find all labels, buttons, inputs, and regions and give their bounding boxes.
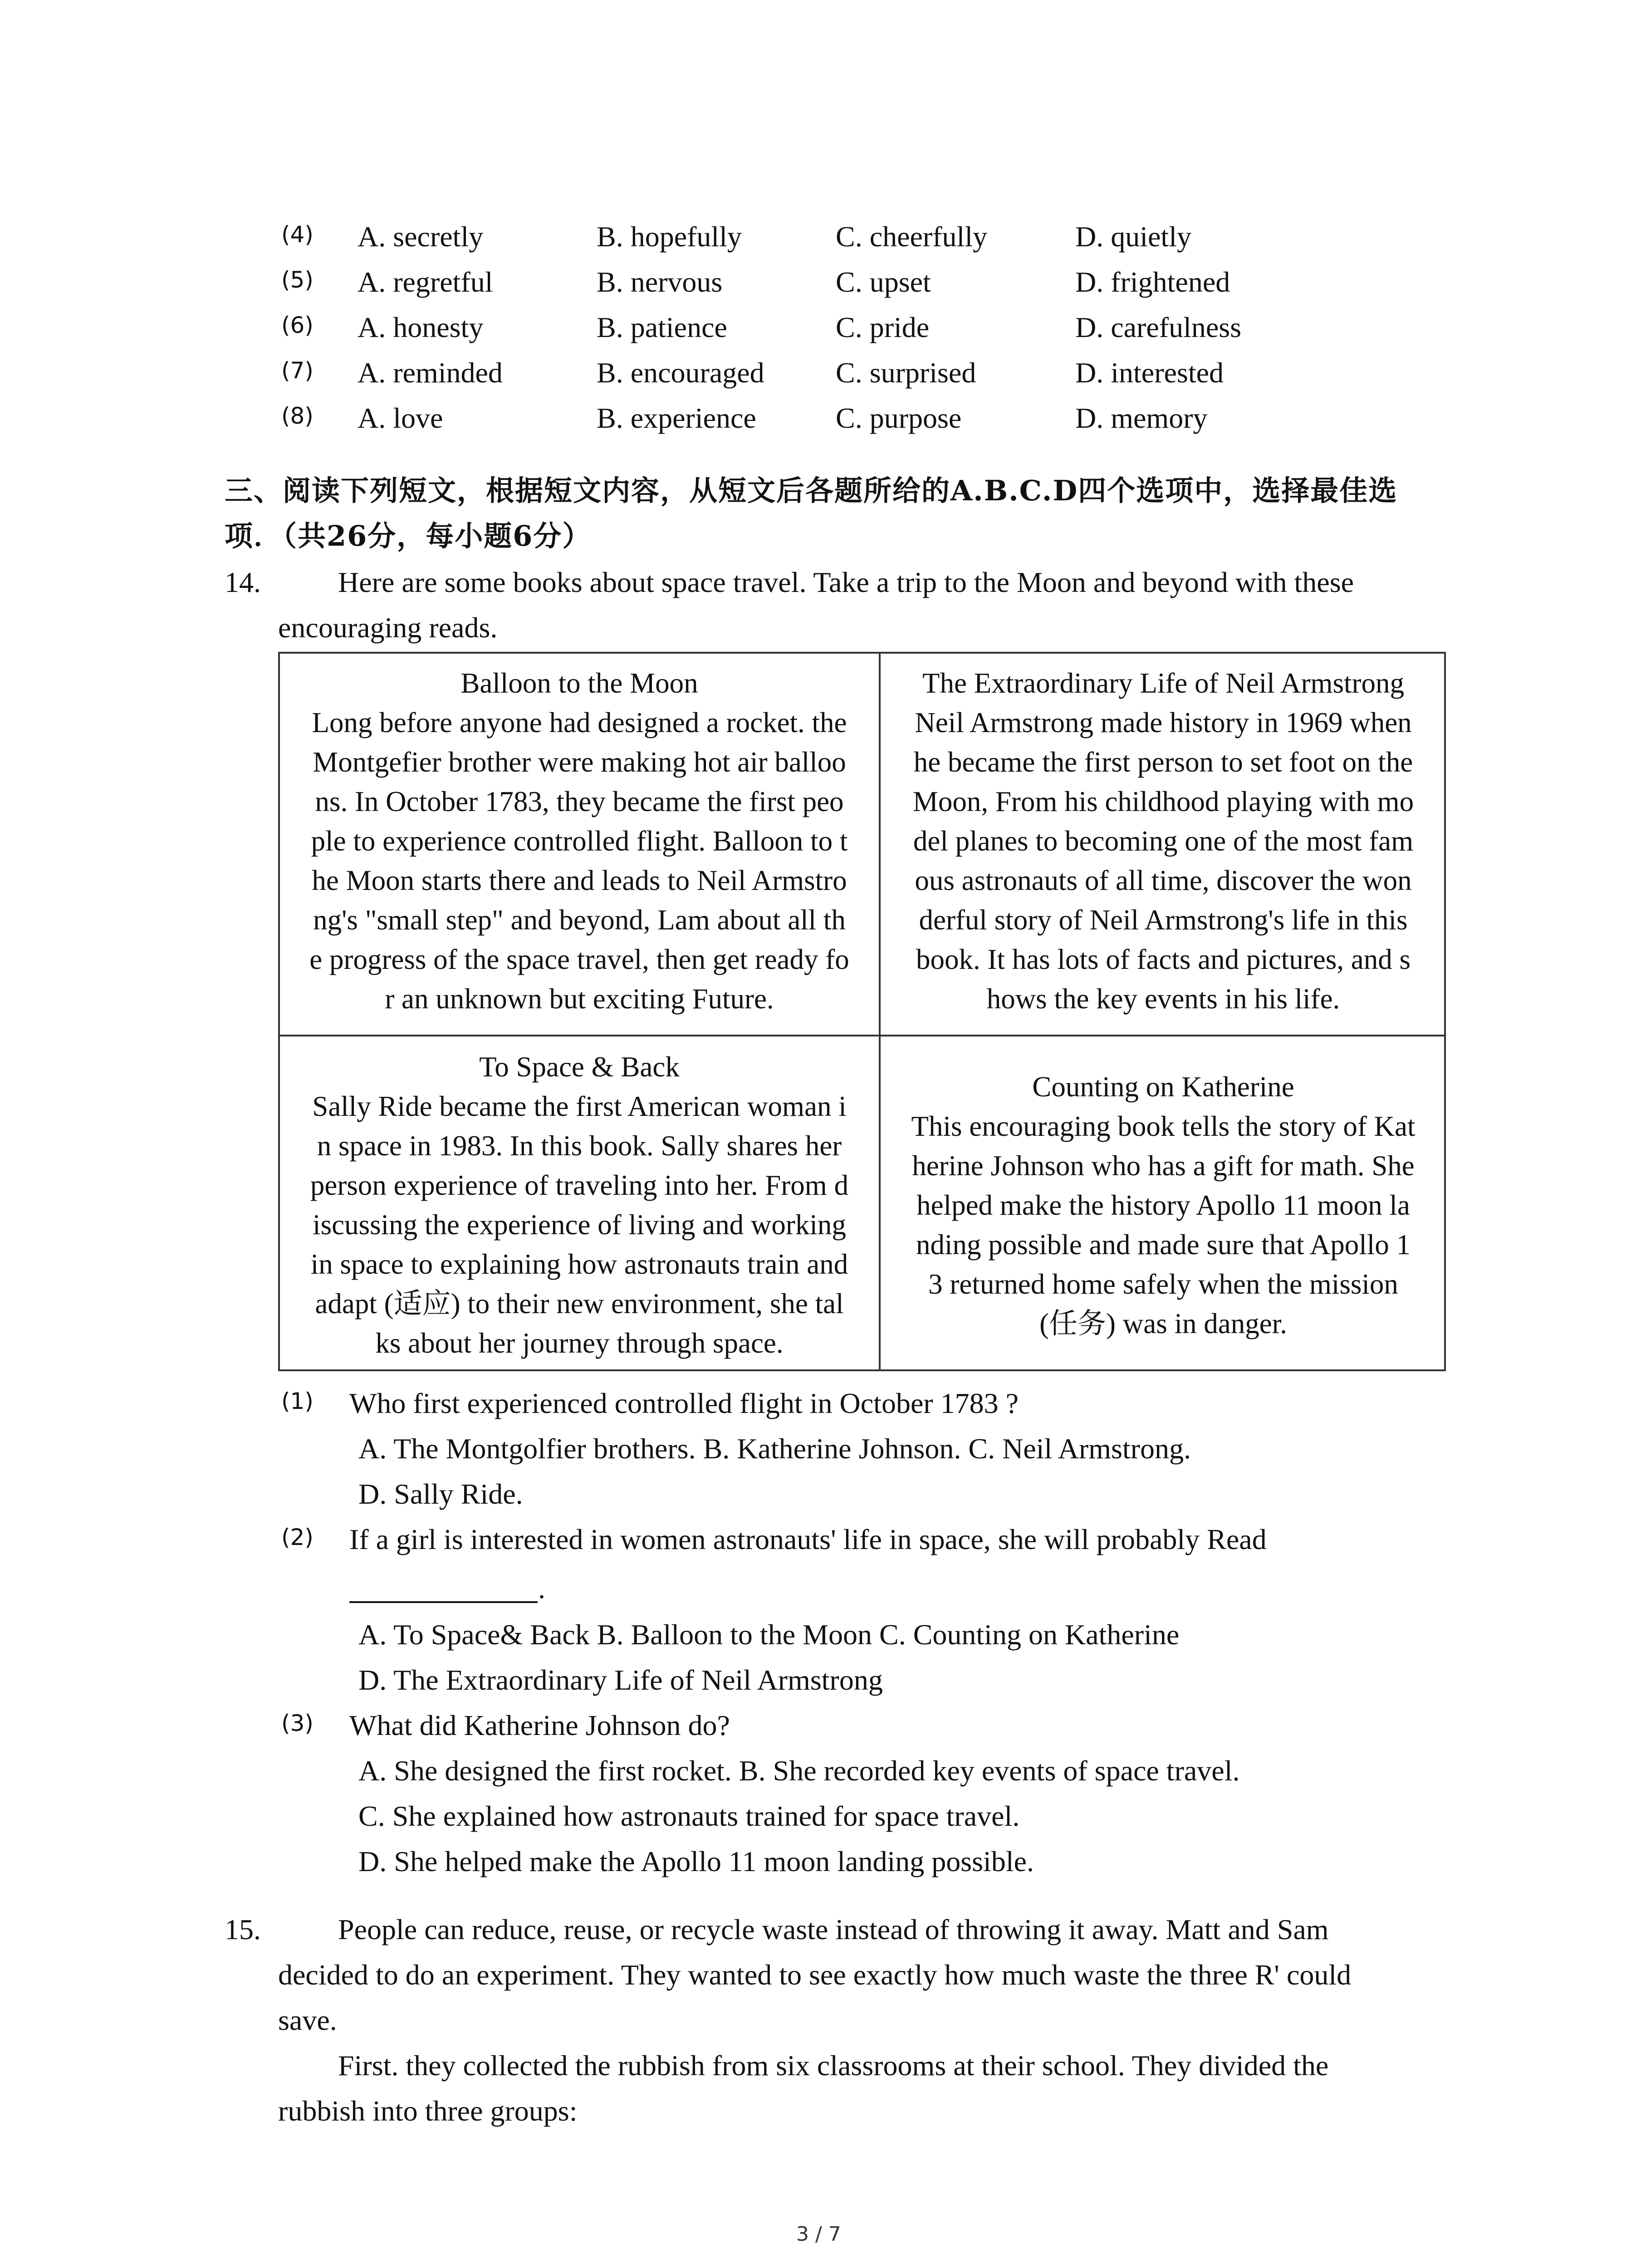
- subquestion-options: D. The Extraordinary Life of Neil Armstrong: [358, 1664, 883, 1696]
- subquestion-options: A. To Space& Back B. Balloon to the Moon C. Counting on Katherine: [358, 1618, 1180, 1651]
- option-a: A. love: [358, 402, 443, 434]
- option-d: D. memory: [1075, 402, 1208, 434]
- answer-blank: [349, 1601, 538, 1603]
- page-number: 3 / 7: [796, 2223, 841, 2246]
- section-heading-line2: 项．（共26分，每小题6分）: [225, 519, 592, 552]
- option-c: C. surprised: [836, 357, 976, 389]
- option-d: D. frightened: [1075, 266, 1230, 298]
- option-b: B. hopefully: [597, 220, 742, 253]
- option-d: D. quietly: [1075, 220, 1191, 253]
- option-d: D. carefulness: [1075, 311, 1242, 343]
- question-intro-line1: Here are some books about space travel. Take a trip to the Moon and beyond with these: [338, 566, 1354, 598]
- subquestion-number: (3): [281, 1710, 314, 1736]
- question-number: 14.: [225, 566, 261, 598]
- option-row-number: (6): [281, 312, 314, 338]
- question-number: 15.: [225, 1913, 261, 1945]
- option-a: A. honesty: [358, 311, 484, 343]
- option-row-number: (7): [281, 357, 314, 384]
- option-d: D. interested: [1075, 357, 1224, 389]
- book-cell-space-back: To Space & Back Sally Ride became the first American woman i n space in 1983. In this book. Sally shares her person experience of traveling into her. From d iscussing the experience of living and working in space to explaining how astronauts train and adapt (适应) to their new environment, she tal ks about her journey through space.: [280, 1047, 879, 1363]
- subquestion-number: (1): [281, 1388, 314, 1414]
- passage-line: First. they collected the rubbish from six classrooms at their school. They divided the: [338, 2049, 1329, 2082]
- option-row-number: (4): [281, 221, 314, 248]
- book-cell-balloon: Balloon to the Moon Long before anyone had designed a rocket. the Montgefier brother were making hot air balloo ns. In October 1783, they became the first peo ple to experience controlled flight. Balloon to t he Moon starts there and leads to Neil Armstro ng's "small step" and beyond, Lam about all th e progress of the space travel, then get ready fo r an unknown but exciting Future.: [280, 664, 879, 1019]
- book-title: Counting on Katherine: [1032, 1071, 1294, 1103]
- option-row-number: (5): [281, 267, 314, 293]
- passage-line: People can reduce, reuse, or recycle waste instead of throwing it away. Matt and Sam: [338, 1913, 1329, 1945]
- subquestion-number: (2): [281, 1524, 314, 1550]
- subquestion-text: Who first experienced controlled flight in October 1783 ?: [349, 1387, 1019, 1419]
- subquestion-options: A. The Montgolfier brothers. B. Katherine Johnson. C. Neil Armstrong.: [358, 1432, 1191, 1465]
- book-table: [278, 652, 1446, 1371]
- option-c: C. cheerfully: [836, 220, 988, 253]
- option-a: A. secretly: [358, 220, 484, 253]
- section-heading-line1: 三、阅读下列短文，根据短文内容，从短文后各题所给的A.B.C.D四个选项中，选择最佳选: [225, 474, 1398, 507]
- option-b: B. patience: [597, 311, 727, 343]
- passage-line: decided to do an experiment. They wanted to see exactly how much waste the three R' could: [278, 1959, 1352, 1991]
- option-c: C. purpose: [836, 402, 962, 434]
- subquestion-options: D. She helped make the Apollo 11 moon landing possible.: [358, 1845, 1034, 1877]
- book-cell-katherine: Counting on Katherine This encouraging book tells the story of Kat herine Johnson who has a gift for math. She helped make the history Apollo 11 moon la nding possible and made sure that Apollo 1 3 returned home safely when the mission (任务) was in danger.: [881, 1067, 1446, 1344]
- book-cell-armstrong: The Extraordinary Life of Neil Armstrong Neil Armstrong made history in 1969 when he became the first person to set foot on the Moon, From his childhood playing with mo del planes to becoming one of the most fam ous astronauts of all time, discover the won derful story of Neil Armstrong's life in this book. It has lots of facts and pictures, and s hows the key events in his life.: [881, 664, 1446, 1019]
- subquestion-options: A. She designed the first rocket. B. She recorded key events of space travel.: [358, 1755, 1240, 1787]
- option-c: C. pride: [836, 311, 930, 343]
- blank-period: .: [538, 1572, 545, 1604]
- subquestion-text: If a girl is interested in women astronauts' life in space, she will probably Read: [349, 1523, 1267, 1555]
- option-a: A. reminded: [358, 357, 503, 389]
- subquestion-text: What did Katherine Johnson do?: [349, 1709, 730, 1741]
- question-intro-line2: encouraging reads.: [278, 611, 498, 644]
- option-b: B. experience: [597, 402, 756, 434]
- book-title: To Space & Back: [479, 1051, 680, 1083]
- option-b: B. nervous: [597, 266, 723, 298]
- book-title: The Extraordinary Life of Neil Armstrong: [922, 667, 1404, 699]
- table-divider: [280, 1035, 1444, 1036]
- passage-line: rubbish into three groups:: [278, 2095, 578, 2127]
- passage-line: save.: [278, 2004, 337, 2036]
- option-b: B. encouraged: [597, 357, 764, 389]
- subquestion-options: C. She explained how astronauts trained for space travel.: [358, 1800, 1020, 1832]
- option-row-number: (8): [281, 403, 314, 429]
- option-a: A. regretful: [358, 266, 493, 298]
- subquestion-options: D. Sally Ride.: [358, 1478, 523, 1510]
- option-c: C. upset: [836, 266, 931, 298]
- book-title: Balloon to the Moon: [460, 667, 698, 699]
